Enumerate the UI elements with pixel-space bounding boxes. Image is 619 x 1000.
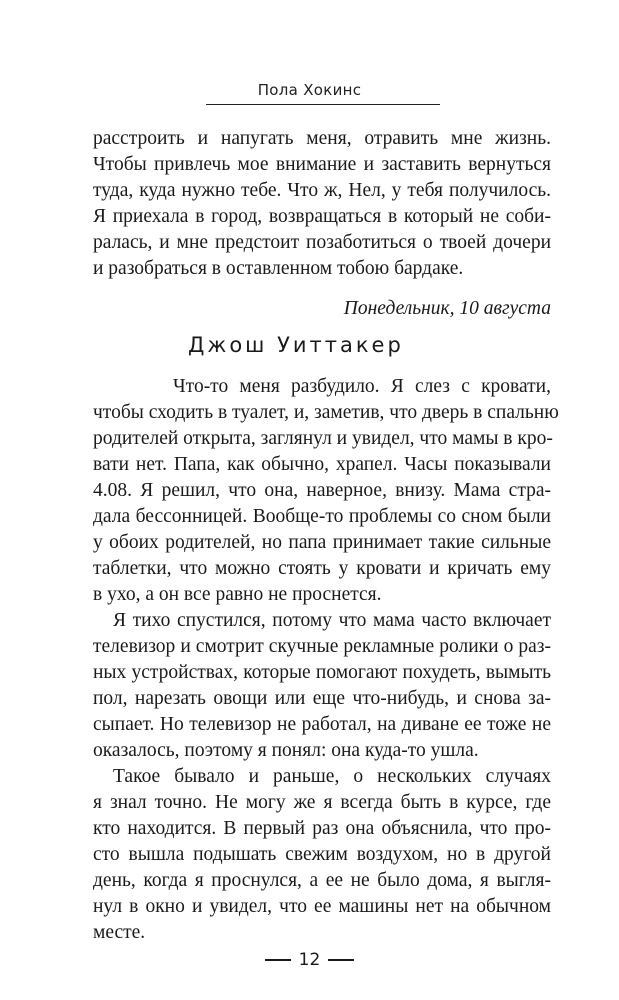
text-line: пол, нарезать овощи или еще что-нибудь, и снова за- [93,688,551,709]
running-head-rule [206,104,440,105]
text-line: дала бессонницей. Вообще-то проблемы со сном были [93,506,551,527]
text-line: туда, куда нужно тебе. Что ж, Нел, у тебя получилось. [93,180,551,201]
page-number: 12 [298,950,321,970]
text-line: Чтобы привлечь мое внимание и заставить вернуться [93,154,551,175]
text-line: оказалось, поэтому я понял: она куда-то ушла. [93,740,479,761]
text-line: я знал точно. Не могу же я всегда быть в курсе, где [93,792,551,813]
folio-dash-left [265,959,291,961]
text-line: Такое бывало и раньше, о нескольких случаях [113,766,551,787]
text-line: сто вышла подышать свежим воздухом, но в другой [93,844,551,865]
text-line: кто находится. В первый раз она объяснила, что про- [93,818,551,839]
text-line: Я приехала в город, возвращаться в который не соби- [93,206,551,227]
text-line: телевизор и смотрит скучные рекламные ролики о раз- [93,636,551,657]
text-line: в ухо, а он все равно не проснется. [93,584,382,605]
text-line: ных устройствах, которые помогают похудеть, вымыть [93,662,551,683]
text-line: сыпает. Но телевизор не работал, на диване ее тоже не [93,714,551,735]
text-line: день, когда я проснулся, а ее не было дома, я выгля- [93,870,551,891]
chapter-heading: Джош Уиттакер [188,333,404,357]
text-line: родителей открыта, заглянул и увидел, что мамы в кро- [93,428,553,449]
text-line: ралась, и мне предстоит позаботиться о твоей дочери [93,232,551,253]
text-line: у обоих родителей, но папа принимает такие сильные [93,532,551,553]
date-line: Понедельник, 10 августа [343,298,551,319]
text-line: таблетки, что можно стоять у кровати и кричать ему [93,558,551,579]
text-line: вати нет. Папа, как обычно, храпел. Часы показывали [93,454,551,475]
text-line: расстроить и напугать меня, отравить мне жизнь. [93,128,551,149]
text-line: месте. [93,922,146,943]
page-number-footer [0,950,619,970]
text-line: Я тихо спустился, потому что мама часто включает [113,610,551,631]
text-line: Что-то меня разбудило. Я слез с кровати, [173,376,551,397]
folio-dash-right [328,959,354,961]
text-line: чтобы сходить в туалет, и, заметив, что дверь в спальню [93,402,559,423]
text-line: нул в окно и увидел, что ее машины нет на обычном [93,896,551,917]
text-line: и разобраться в оставленном тобою бардаке. [93,258,464,279]
running-head-author: Пола Хокинс [257,81,362,99]
text-line: 4.08. Я решил, что она, наверное, внизу. Мама стра- [93,480,551,501]
